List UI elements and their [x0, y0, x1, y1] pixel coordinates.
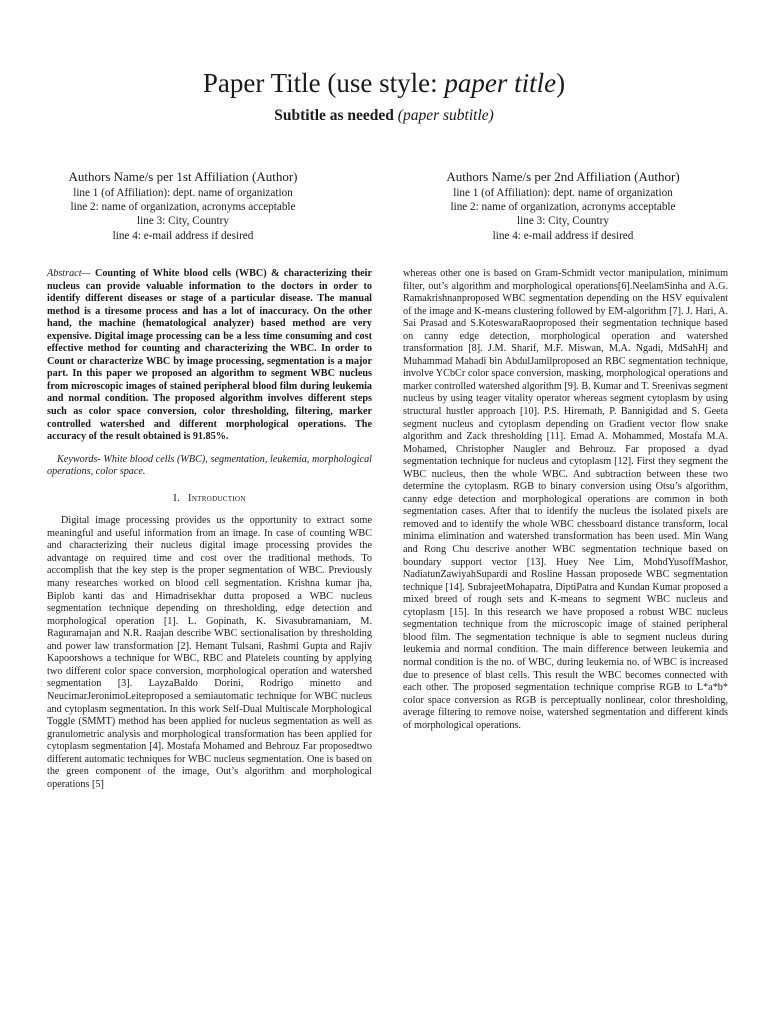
affiliation-line-3: line 3: City, Country — [517, 215, 609, 228]
title-main: Paper Title (use style: — [202, 68, 445, 98]
author-block-1 — [28, 168, 338, 243]
affiliation-line-1: line 1 (of Affiliation): dept. name of organization — [73, 187, 293, 199]
title-italic: paper title — [444, 68, 557, 98]
keywords: Keywords- White blood cells (WBC), segmentation, leukemia, morphological operations, color space. — [47, 453, 372, 478]
right-column — [403, 268, 728, 732]
affiliation-line-4: line 4: e-mail address if desired — [112, 229, 254, 242]
abstract-lead: Abstract— — [47, 268, 91, 279]
abstract — [47, 268, 372, 444]
title-end: ) — [556, 68, 566, 98]
abstract-body: Counting of White blood cells (WBC) & characterizing their nucleus can provide valuable information to the doctors in order to identify different diseases or stage of a particular disease. The manual method is a tiresome process and has a lot of inaccuracy. On the other hand, the machine (hematological analyzer) based method are very expensive. Digital image processing can be a less time consuming and cost effective method for counting and characterizing the WBC. In order to Count or characterize WBC by image processing, segmentation is a major part. In this paper we proposed an algorithm to segment WBC nucleus from microscopic images of stained peripheral blood film during leukemia and normal condition. The proposed algorithm involves different steps such as color space conversion, color thresholding, filtering, marker controlled watershed and different morphological operations. The accuracy of the result obtained is 91.85%. — [47, 268, 372, 443]
author-name: Authors Name/s per 2nd Affiliation (Author) — [446, 169, 680, 184]
paper-subtitle — [0, 106, 768, 126]
subtitle-main: Subtitle as needed — [274, 107, 394, 124]
author-block-2 — [408, 168, 718, 243]
affiliation-line-2: line 2: name of organization, acronyms acceptable — [450, 201, 676, 214]
author-name: Authors Name/s per 1st Affiliation (Author) — [68, 169, 298, 184]
intro-paragraph: Digital image processing provides us the opportunity to extract some meaningful and useful information from an image. In case of counting WBC and characterizing their nucleus digital image processing provides the advantage on required time and cost over the traditional methods. To accomplish that the key step is the proper segmentation of WBC. Previously many researches worked on blood cell segmentation. Krishna kumar jha, Biplob kanti das and Himadrisekhar dutta proposed a WBC nucleus segmentation technique depending on thresholding, edge detection and morphological operation [1]. L. Gopinath, K. Sivasubramaniam, M. Raguramajan and N.R. Raajan describe WBC sectionalisation by thresholding and power law transformation [2]. Hemant Tulsani, Rashmi Gupta and Rajiv Kapoorshows a technique for WBC, RBC and Platelets counting by applying two different color space conversion, morphological operation and watershed segmentation [3]. LayzaBaldo Dorini, Rodrigo minetto and NeucimarJeronimoLeiteproposed a semiautomatic technique for WBC nucleus and cytoplasm segmentation. In this work Self-Dual Multiscale Morphological Toggle (SMMT) method has been applied for nucleus segmentation as well as granulometric analysis and morphological transformation has been applied for cytoplasm segmentation [4]. Mostafa Mohamed and Behrouz Far proposedtwo different automatic techniques for WBC nucleus segmentation. One is based on the green component of the image, Out’s algorithm and morphological operations [5] — [47, 515, 372, 790]
left-column — [47, 268, 372, 791]
affiliation-line-3: line 3: City, Country — [137, 215, 229, 228]
section-title: Introduction — [188, 492, 246, 504]
subtitle-italic: (paper subtitle) — [397, 107, 494, 124]
intro-paragraph-continued: whereas other one is based on Gram-Schmidt vector manipulation, minimum filter, out’s algorithm and morphological operations[6].NeelamSinha and A.G. Ramakrishnanproposed WBC segmentation depending on the HSV equivalent of the image and K-means clustering followed by EM-algorithm [7]. J. Hari, A. Sai Prasad and S.KoteswaraRaoproposed their segmentation technique based on canny edge detection, morphological operation and watershed transformation [8]. J.M. Sharif, M.F. Miswan, M.A. Ngadi, MdSahHj and Muhammad Mahadi bin AbdulJamilproposed an RBC segmentation technique, involve YCbCr color space conversion, masking, morphological operations and marker controlled watershed algorithm [9]. B. Kumar and T. Sreenivas segment nucleus by using teager vitality operator whereas segment cytoplasm by using structural hustler approach [10]. P.S. Hiremath, P. Bannigidad and S. Geeta segment nucleus and cytoplasm depending on Gradient vector flow snake algorithm and Zack thresholding [11]. Emad A. Mohammed, Mostafa M.A. Mohamed, Christopher Naugler and Behrouz. Far proposed a dyad segmentation technique for nucleus and cytoplasm [12]. First they segment the WBC nucleus, then the whole WBC. And subtraction between these two determine the cytoplasm. RGB to binary conversion using Otsu’s algorithm, canny edge detection and morphological operations are common in both segmentation cases. After that to identify the nucleus the isolated pixels are removed and to identify the whole WBC chessboard distance transform, local minima elimination and watershed transformation has been used. Min Wang and Rong Chu descrive another WBC segmentation technique based on boundary support vector [13]. Huey Nee Lim, MohdYusoffMashor, NadiatunZawiyahSupardi and Rosline Hassan proposede WBC segmentation technique [14]. SubrajeetMohapatra, DiptiPatra and Kundan Kumar proposed a mixed breed of rough sets and K-means to segment WBC nucleus and cytoplasm [15]. In this research we have proposed a robust WBC nucleus segmentation technique from the microscopic image of stained peripheral blood film. The segmentation technique is able to segment nucleus during leukemia and normal condition. The main difference between leukemia and normal condition is the no. of WBC, during leukemia no. of WBC is increased due to presence of blast cells. This result the WBC becomes connected with each other. The proposed segmentation technique comprise RGB to L*a*b* color space conversion as RGB is perceptually nonlinear, color thresholding, average filtering to remove noise, watershed segmentation and different kinds of morphological operations. — [403, 268, 728, 731]
affiliation-line-1: line 1 (of Affiliation): dept. name of organization — [453, 187, 673, 199]
section-number: I. — [173, 492, 181, 504]
affiliation-line-4: line 4: e-mail address if desired — [492, 229, 634, 242]
section-heading-introduction — [47, 493, 372, 506]
affiliation-line-2: line 2: name of organization, acronyms acceptable — [70, 201, 296, 214]
paper-title — [0, 66, 768, 100]
